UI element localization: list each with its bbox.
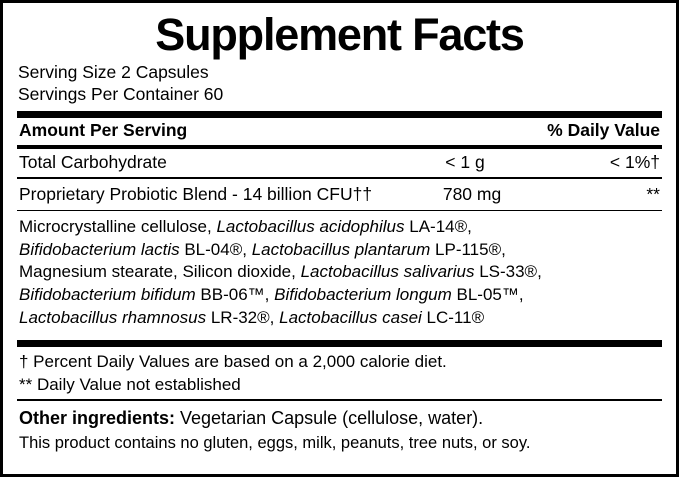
ingredient-text: Lactobacillus rhamnosus bbox=[19, 307, 207, 327]
ingredient-text: LC-11® bbox=[421, 307, 485, 327]
other-ingredients bbox=[17, 401, 662, 430]
allergen-disclaimer: This product contains no gluten, eggs, milk, peanuts, tree nuts, or soy. bbox=[19, 433, 531, 452]
ingredient-text: LR-32®, bbox=[206, 307, 280, 327]
header-amount-per-serving: Amount Per Serving bbox=[19, 120, 188, 141]
ingredient-line bbox=[19, 216, 662, 239]
nutrient-daily-value: < 1%† bbox=[609, 152, 660, 173]
ingredient-text: LA-14®, bbox=[404, 217, 472, 237]
servings-per-container: Servings Per Container 60 bbox=[18, 84, 224, 105]
divider-thick-bottom bbox=[17, 340, 662, 347]
other-ingredients-label: Other ingredients: bbox=[19, 408, 176, 429]
ingredient-text: LS-33®, bbox=[474, 262, 542, 282]
ingredient-text: Magnesium stearate, Silicon dioxide, bbox=[19, 262, 301, 282]
page-title: Supplement Facts bbox=[155, 9, 524, 60]
table-header-row bbox=[17, 118, 662, 145]
blend-ingredients bbox=[17, 211, 662, 334]
ingredient-line bbox=[19, 307, 662, 330]
other-ingredients-value: Vegetarian Capsule (cellulose, water). bbox=[175, 408, 484, 429]
ingredient-text: BL-04®, bbox=[179, 239, 252, 259]
ingredient-text: Microcrystalline cellulose, bbox=[19, 217, 217, 237]
ingredient-text: Bifidobacterium lactis bbox=[19, 239, 180, 259]
ingredient-text: Bifidobacterium longum bbox=[274, 285, 452, 305]
ingredient-text: BL-05™, bbox=[451, 285, 524, 305]
footnote-daily-value: † Percent Daily Values are based on a 2,000 calorie diet. bbox=[19, 352, 447, 372]
footnotes bbox=[17, 347, 662, 399]
blend-row bbox=[17, 179, 662, 210]
ingredient-text: Lactobacillus plantarum bbox=[251, 239, 431, 259]
ingredient-text: Lactobacillus salivarius bbox=[300, 262, 475, 282]
blend-name: Proprietary Probiotic Blend - 14 billion CFU†† bbox=[19, 183, 373, 204]
blend-daily-value: ** bbox=[646, 183, 660, 204]
nutrient-amount: < 1 g bbox=[445, 152, 485, 173]
table-row bbox=[17, 149, 662, 177]
ingredient-line bbox=[19, 239, 662, 262]
divider-thick-top bbox=[17, 111, 662, 118]
blend-amount: 780 mg bbox=[442, 183, 502, 204]
ingredient-text: Lactobacillus casei bbox=[279, 307, 422, 327]
ingredient-line bbox=[19, 284, 662, 307]
serving-size: Serving Size 2 Capsules bbox=[18, 61, 209, 82]
footnote-not-established: ** Daily Value not established bbox=[19, 374, 241, 394]
ingredient-text: BB-06™, bbox=[195, 285, 275, 305]
ingredient-line bbox=[19, 261, 662, 284]
ingredient-text: LP-115®, bbox=[430, 239, 506, 259]
header-daily-value: % Daily Value bbox=[547, 120, 660, 141]
ingredient-text: Bifidobacterium bifidum bbox=[19, 285, 196, 305]
ingredient-text: Lactobacillus acidophilus bbox=[216, 217, 405, 237]
nutrient-name: Total Carbohydrate bbox=[19, 152, 167, 173]
